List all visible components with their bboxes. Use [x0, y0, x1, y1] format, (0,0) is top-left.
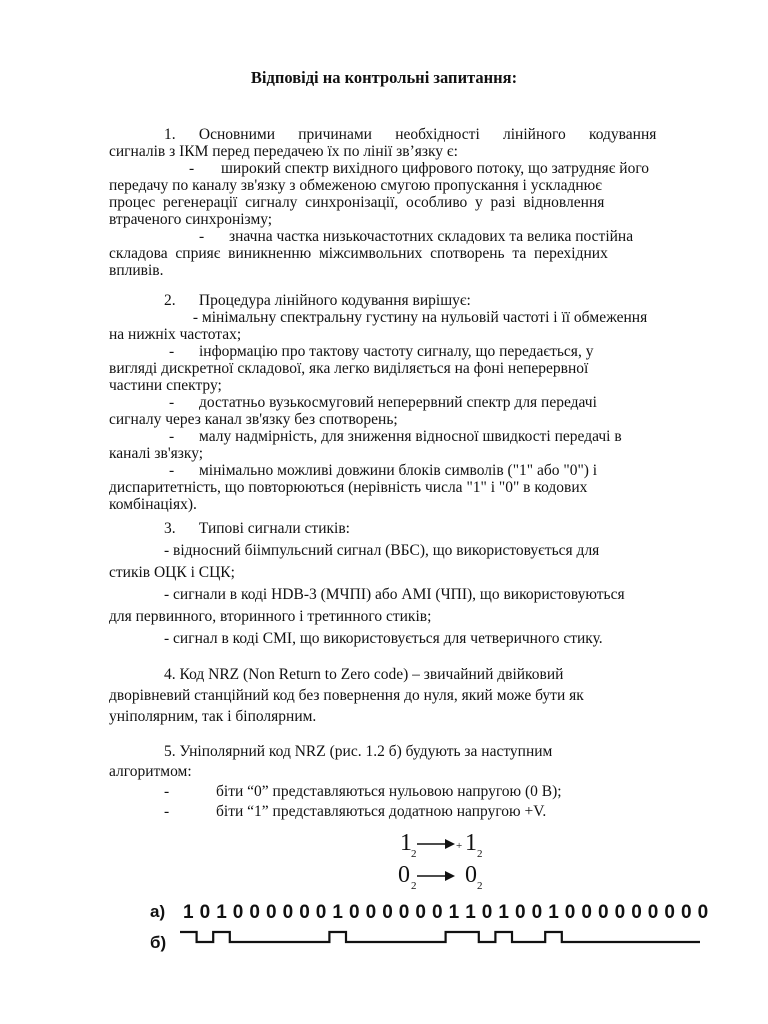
bit-value: 1	[498, 902, 509, 923]
bit-value: 0	[398, 902, 410, 923]
bit-value: 0	[349, 902, 360, 923]
answer-3-item-1: - відносний біімпульсний сигнал (ВБС), що використовується для	[164, 542, 600, 559]
answer-3-intro: 3. Типові сигнали стиків:	[164, 520, 350, 537]
bit-value: 0	[697, 902, 709, 923]
mapping-zero-left: 0	[398, 862, 410, 888]
bit-value: 1	[216, 902, 227, 923]
bit-value: 0	[614, 902, 626, 923]
answer-4: 4. Код NRZ (Non Return to Zero code) – звичайний двійковий дворівневий станційний код без повернення до нуля, який може бути як уніполярним, так і біполярним.	[109, 666, 584, 725]
mapping-one-right: 1	[465, 830, 477, 856]
bit-value: 0	[249, 902, 260, 923]
answer-5: 5. Уніполярний код NRZ (рис. 1.2 б) будують за наступним алгоритмом: - біти “0” представляються нульовою напругою (0 В); - біти “1” представляються додатною напругою +V.	[109, 742, 713, 822]
bit-value: 0	[664, 902, 675, 923]
bit-value: 0	[631, 902, 642, 923]
answer-2-item-2: - інформацію про тактову частоту сигналу, що передається, у	[169, 343, 594, 360]
bit-value: 0	[415, 902, 426, 923]
waveform-label-a: а)	[150, 902, 166, 921]
bit-value: 0	[266, 902, 277, 923]
code-mapping-diagram: 1 2 + 1 2 0 2 0 2	[395, 832, 505, 896]
bit-value: 0	[564, 902, 576, 923]
arrow-right-icon	[445, 839, 455, 849]
bit-value: 0	[515, 902, 526, 923]
nrz-waveform	[180, 926, 700, 956]
bit-value: 0	[315, 902, 327, 923]
bit-value: 0	[382, 902, 393, 923]
mapping-zero-right: 0	[465, 862, 477, 888]
answer-5-rule-2: - біти “1” представляються додатною напругою +V.	[164, 803, 547, 820]
answer-5-rule-1: - біти “0” представляються нульовою напругою (0 В);	[164, 783, 562, 800]
waveform-label-b: б)	[150, 933, 167, 952]
bit-value: 1	[548, 902, 559, 923]
bit-value: 0	[681, 902, 692, 923]
answer-1-item-2: - значна частка низькочастотних складових та велика постійна складова сприяє виникненню міжсимвольних спотворень та перехідних впливів.	[109, 228, 634, 279]
bit-value: 0	[647, 902, 659, 923]
bit-value: 0	[598, 902, 609, 923]
bit-value: 0	[199, 902, 211, 923]
bit-sequence	[180, 900, 709, 928]
page-title: Відповіді на контрольні запитання:	[250, 68, 518, 87]
answer-3-item-3: - сигнал в коді СМІ, що використовується для четверичного стику.	[164, 630, 603, 647]
bit-value: 0	[531, 902, 543, 923]
bit-value: 1	[448, 902, 460, 923]
answer-2-intro: 2. Процедура лінійного кодування вирішує:	[164, 292, 471, 309]
bit-value: 0	[581, 902, 592, 923]
answer-1-intro-cont: сигналів з ІКМ перед передачею їх по лінії зв’язку є:	[109, 143, 458, 160]
bit-value: 1	[332, 902, 343, 923]
bit-value: 1	[183, 902, 194, 923]
bit-value: 0	[432, 902, 443, 923]
answer-2-item-4: - малу надмірність, для зниження відносної швидкості передачі в	[169, 428, 622, 445]
nrz-signal-line	[180, 932, 700, 942]
answer-2-item-5: - мінімально можливі довжини блоків символів ("1" або "0") і	[169, 462, 598, 479]
answer-2: 2. Процедура лінійного кодування вирішує: - мінімальну спектральну густину на нульовій частоті і її обмеження на нижніх частотах; - інформацію про тактову частоту сигналу, що передається, у вигляді дискретної складової, яка легко виділяється на фоні неперервної частини спектру; - достатньо вузькосмуговий неперервний спектр для передачі сигналу через канал зв'язку без спотворень; - малу надмірність, для зниження відносної швидкості передачі в каналі зв'язку; - мінімально можливі довжини блоків символів ("1" або "0") і диспаритетність, що повторюються (нерівність числа "1" і "0" в кодових комбінаціях).	[109, 292, 713, 513]
bit-value: 1	[465, 902, 476, 923]
answer-3-item-2: - сигнали в коді HDB-3 (МЧПІ) або АМІ (ЧПІ), що використовуються	[164, 586, 625, 603]
bit-value: 0	[365, 902, 377, 923]
mapping-one-left: 1	[400, 830, 412, 856]
arrow-right-icon	[445, 871, 455, 881]
answer-1-intro: 1. Основними причинами необхідності лінійного кодування	[164, 126, 657, 143]
bit-value: 0	[282, 902, 294, 923]
bit-value: 0	[481, 902, 493, 923]
answer-1	[109, 126, 713, 279]
answer-2-item-3: - достатньо вузькосмуговий неперервний спектр для передачі	[169, 394, 597, 411]
bit-value: 0	[232, 902, 244, 923]
answer-1-item-1: - широкий спектр вихідного цифрового потоку, що затрудняє його передачу по каналу зв'язку з обмеженою смугою пропускання і ускладнює процес регенерації сигналу синхронізації, особливо у разі відновлення втраченого синхронізму;	[109, 160, 650, 228]
bit-value: 0	[299, 902, 310, 923]
answer-2-item-1: - мінімальну спектральну густину на нульовій частоті і її обмеження	[189, 309, 648, 326]
answer-3: 3. Типові сигнали стиків: - відносний біімпульсний сигнал (ВБС), що використовується для стиків ОЦК і СЦК; - сигнали в коді HDB-3 (МЧПІ) або АМІ (ЧПІ), що використовуються для первинного, вторинного і третинного стиків; - сигнал в коді СМІ, що використовується для четверичного стику.	[109, 518, 713, 650]
